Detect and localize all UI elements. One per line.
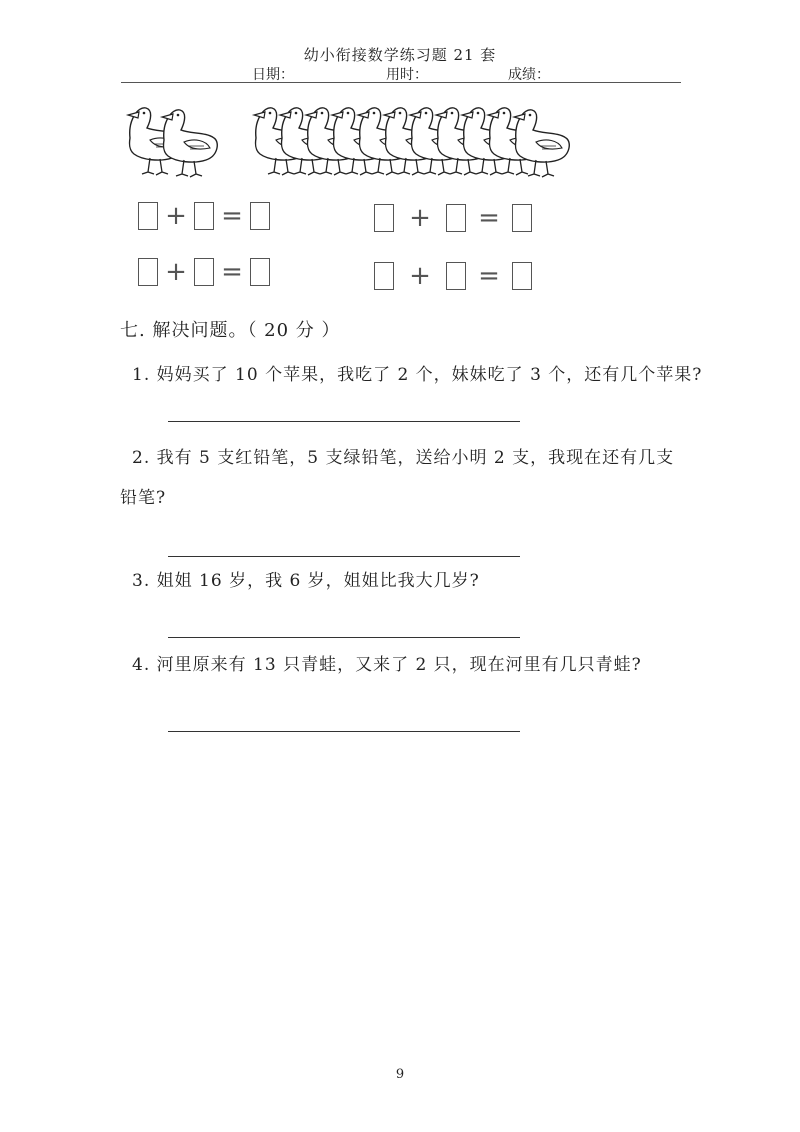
question-2-continued: 铅笔? bbox=[120, 488, 167, 508]
answer-box[interactable] bbox=[512, 204, 532, 232]
answer-box[interactable] bbox=[138, 258, 158, 286]
question-1: 1. 妈妈买了 10 个苹果，我吃了 2 个，妹妹吃了 3 个，还有几个苹果? bbox=[132, 365, 703, 385]
question-3: 3. 姐姐 16 岁，我 6 岁，姐姐比我大几岁? bbox=[132, 571, 480, 591]
answer-line-1[interactable] bbox=[168, 421, 520, 422]
time-label: 用时： bbox=[386, 67, 428, 83]
answer-box[interactable] bbox=[250, 258, 270, 286]
equation-4 bbox=[374, 260, 532, 291]
duck-icon bbox=[162, 110, 217, 177]
section-title: 七. 解决问题。（ 20 分 ） bbox=[120, 320, 341, 341]
equals-sign: = bbox=[221, 201, 243, 231]
equation-1 bbox=[138, 200, 270, 231]
answer-line-3[interactable] bbox=[168, 637, 520, 638]
equals-sign: = bbox=[478, 261, 500, 291]
equation-2 bbox=[374, 202, 532, 233]
answer-line-2[interactable] bbox=[168, 556, 520, 557]
equals-sign: = bbox=[221, 257, 243, 287]
answer-box[interactable] bbox=[194, 258, 214, 286]
answer-box[interactable] bbox=[138, 202, 158, 230]
plus-sign: + bbox=[165, 201, 187, 231]
equals-sign: = bbox=[478, 203, 500, 233]
answer-box[interactable] bbox=[194, 202, 214, 230]
score-label: 成绩： bbox=[508, 67, 550, 83]
answer-box[interactable] bbox=[446, 262, 466, 290]
plus-sign: + bbox=[409, 261, 431, 291]
date-label: 日期： bbox=[252, 67, 294, 83]
duck-icon bbox=[514, 110, 569, 177]
header-divider bbox=[121, 82, 681, 83]
answer-box[interactable] bbox=[250, 202, 270, 230]
answer-box[interactable] bbox=[374, 262, 394, 290]
plus-sign: + bbox=[409, 203, 431, 233]
answer-box[interactable] bbox=[446, 204, 466, 232]
plus-sign: + bbox=[165, 257, 187, 287]
question-2: 2. 我有 5 支红铅笔，5 支绿铅笔，送给小明 2 支，我现在还有几支 bbox=[132, 448, 675, 468]
equation-3 bbox=[138, 256, 270, 287]
ducks-illustration bbox=[120, 100, 590, 185]
page-number: 9 bbox=[395, 1067, 405, 1082]
page-header-title: 幼小衔接数学练习题 21 套 bbox=[303, 46, 497, 64]
question-4: 4. 河里原来有 13 只青蛙，又来了 2 只，现在河里有几只青蛙? bbox=[132, 655, 642, 675]
answer-box[interactable] bbox=[374, 204, 394, 232]
answer-box[interactable] bbox=[512, 262, 532, 290]
answer-line-4[interactable] bbox=[168, 731, 520, 732]
